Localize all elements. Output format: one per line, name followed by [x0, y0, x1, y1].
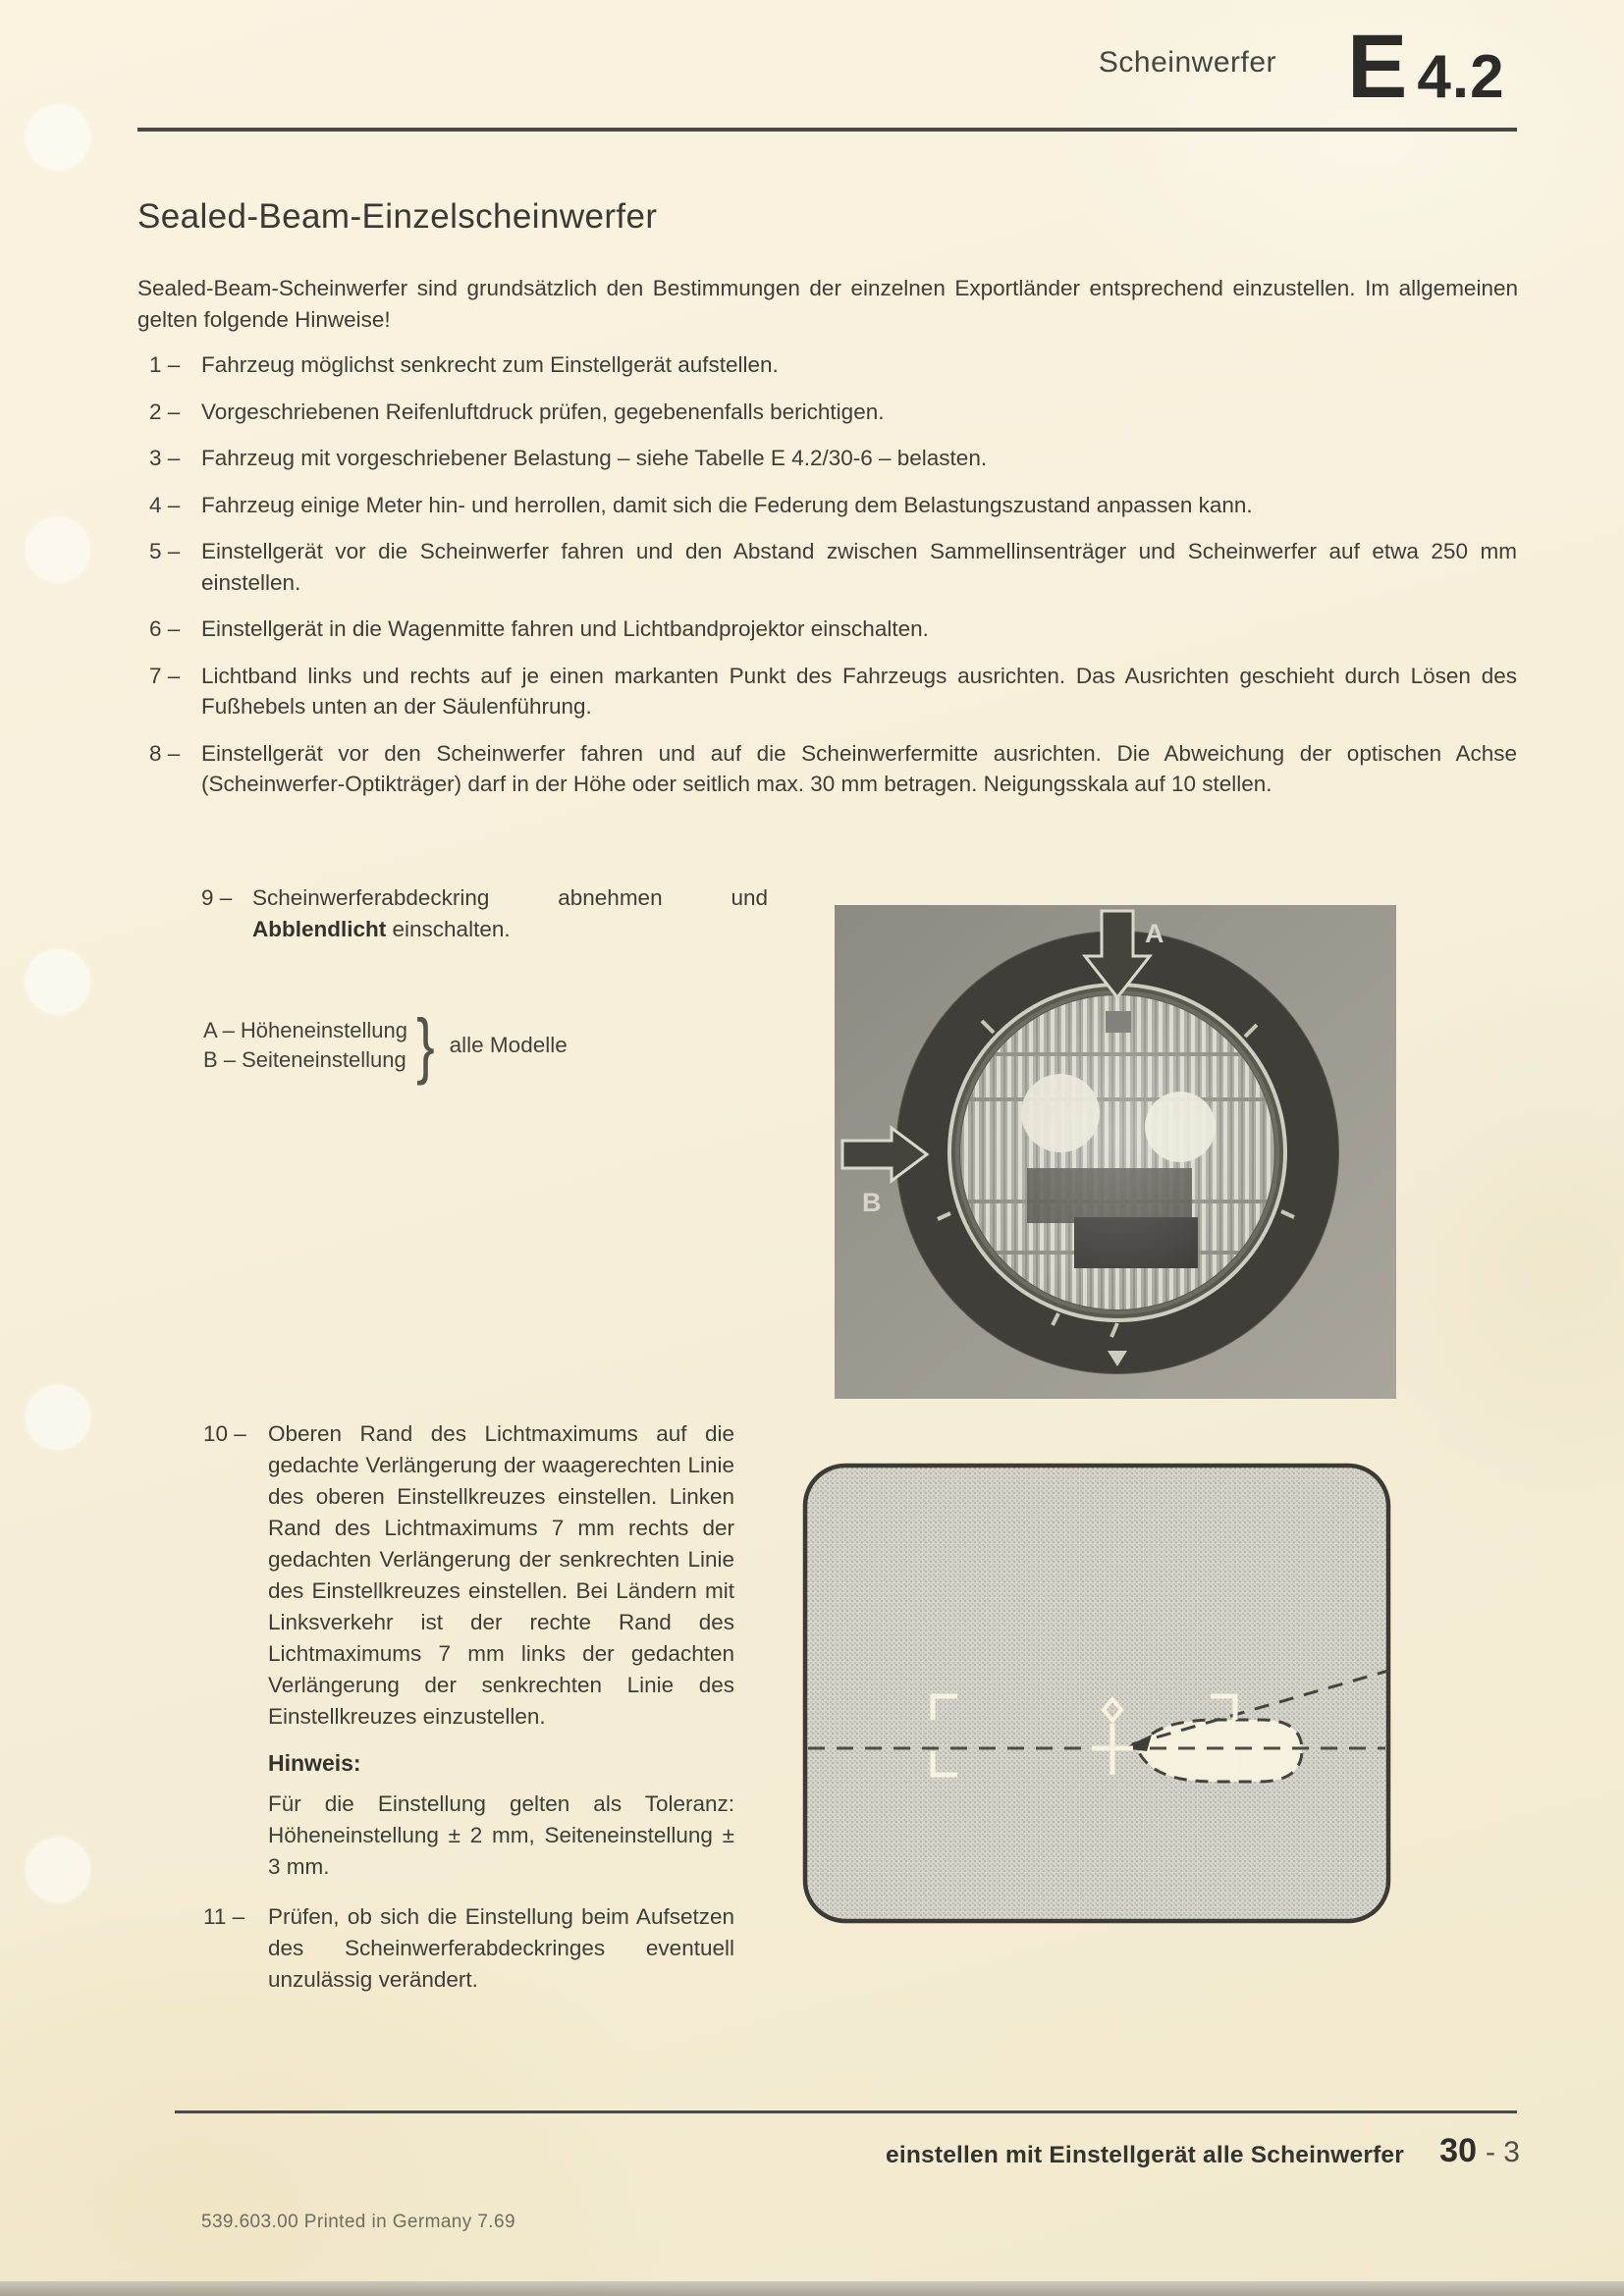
section-code-letter: E [1347, 17, 1406, 117]
legend-b: B – Seiteneinstellung [203, 1047, 406, 1072]
instruction-step [149, 490, 1517, 521]
instruction-step [149, 536, 1517, 598]
step-text: Einstellgerät in die Wagenmitte fahren und Lichtbandprojektor einschalten. [201, 616, 929, 641]
header-rule [137, 128, 1517, 132]
step-number: 5 – [149, 539, 181, 563]
step-number: 8 – [149, 740, 181, 766]
instruction-step-11 [203, 1901, 734, 1996]
footer-caption: einstellen mit Einstellgerät alle Scheinwerfer [886, 2142, 1404, 2168]
instruction-step-10 [203, 1418, 734, 1733]
intro-paragraph: Sealed-Beam-Scheinwerfer sind grundsätzlich den Bestimmungen der einzelnen Exportländer entsprechend einzustellen. Im allgemeinen gelten folgende Hinweise! [137, 276, 1518, 332]
step-text: Fahrzeug möglichst senkrecht zum Einstellgerät aufstellen. [201, 352, 779, 377]
header-section-code [1347, 17, 1505, 117]
instruction-step [149, 397, 1517, 428]
legend-brace: } [416, 1004, 435, 1086]
punch-hole [26, 1838, 90, 1902]
adjustment-legend [203, 1004, 568, 1086]
step-text: Oberen Rand des Lichtmaximums auf die gedachte Verlängerung der waagerechten Linie des oberen Einstellkreuzes einstellen. Linken Rand des Lichtmaximums 7 mm rechts der gedachten Verlängerung der senkrechten Linie des Einstellkreuzes einstellen. Bei Ländern mit Linksverkehr ist der rechte Rand des Lichtmaximums 7 mm links der gedachten Verlängerung der senkrechten Linie des Einstellkreuzes einzustellen. [268, 1421, 734, 1729]
page-title: Sealed-Beam-Einzelscheinwerfer [137, 197, 658, 236]
step-number: 10 – [203, 1421, 246, 1446]
step-number: 4 – [149, 492, 181, 517]
step-number: 6 – [149, 616, 181, 641]
legend-a: A – Höheneinstellung [203, 1018, 407, 1042]
step-number: 1 – [149, 352, 181, 377]
note-text: Für die Einstellung gelten als Toleranz: Höheneinstellung ± 2 mm, Seiteneinstellung ± 3 mm. [268, 1791, 734, 1879]
arrow-a-label: A [1145, 919, 1164, 948]
step-number: 11 – [203, 1904, 245, 1929]
punch-hole [26, 949, 90, 1014]
scan-edge-shadow [0, 2281, 1624, 2296]
instruction-step [149, 349, 1517, 381]
headlight-photo [835, 905, 1396, 1399]
step-text: Prüfen, ob sich die Einstellung beim Aufsetzen des Scheinwerferabdeckringes eventuell unzulässig verändert. [268, 1904, 734, 1992]
legend-labels [203, 1016, 407, 1075]
step-number: 9 – [201, 885, 233, 910]
punch-hole [26, 105, 90, 170]
step-text: Einstellgerät vor die Scheinwerfer fahren und den Abstand zwischen Sammellinsenträger und Scheinwerfer auf etwa 250 mm einstellen. [201, 539, 1517, 595]
step-text: Einstellgerät vor den Scheinwerfer fahren und auf die Scheinwerfermitte ausrichten. Die Abweichung der optischen Achse (Scheinwerfer-Optikträger) darf in der Höhe oder seitlich max. 30 mm betragen. Neigungsskala auf 10 stellen. [201, 740, 1517, 796]
section-code-number: 4.2 [1417, 43, 1505, 111]
note-heading: Hinweis: [268, 1750, 361, 1776]
punch-hole [26, 1385, 90, 1450]
instruction-step [149, 738, 1517, 800]
step9-text-before: Scheinwerferabdeckring abnehmen und [252, 885, 768, 910]
step-text: Fahrzeug einige Meter hin- und herrollen, damit sich die Federung dem Belastungszustand anpassen kann. [201, 492, 1253, 517]
instruction-step [149, 614, 1517, 645]
page-number-sub: - 3 [1485, 2136, 1520, 2168]
lens-glow [960, 995, 1274, 1309]
step-text: Lichtband links und rechts auf je einen markanten Punkt des Fahrzeugs ausrichten. Das Ausrichten geschieht durch Lösen des Fußhebels unten an der Säulenführung. [201, 663, 1517, 719]
footer-rule [175, 2110, 1517, 2113]
legend-note: alle Modelle [449, 1033, 568, 1057]
instruction-step [149, 661, 1517, 722]
projection-screen [805, 1466, 1388, 1921]
instruction-step [149, 443, 1517, 474]
step-number: 2 – [149, 399, 181, 424]
page-number-group: 30 [1439, 2132, 1477, 2169]
step9-text-after: einschalten. [392, 917, 511, 941]
arrow-b-label: B [862, 1188, 882, 1217]
step-text [252, 882, 768, 945]
print-imprint: 539.603.00 Printed in Germany 7.69 [201, 2212, 515, 2232]
page-number [1439, 2132, 1520, 2170]
step-text: Vorgeschriebenen Reifenluftdruck prüfen, gegebenenfalls berichtigen. [201, 399, 885, 424]
step9-bold-term: Abblendlicht [252, 917, 387, 941]
beam-pattern-diagram [802, 1463, 1391, 1924]
step-number: 7 – [149, 663, 181, 688]
instruction-step-9 [201, 882, 768, 945]
step-number: 3 – [149, 446, 181, 470]
punch-hole [26, 517, 90, 582]
header-section-label: Scheinwerfer [1098, 46, 1276, 79]
step-text: Fahrzeug mit vorgeschriebener Belastung – siehe Tabelle E 4.2/30-6 – belasten. [201, 446, 988, 470]
left-column-steps [203, 1418, 734, 1996]
instruction-list [149, 349, 1517, 816]
